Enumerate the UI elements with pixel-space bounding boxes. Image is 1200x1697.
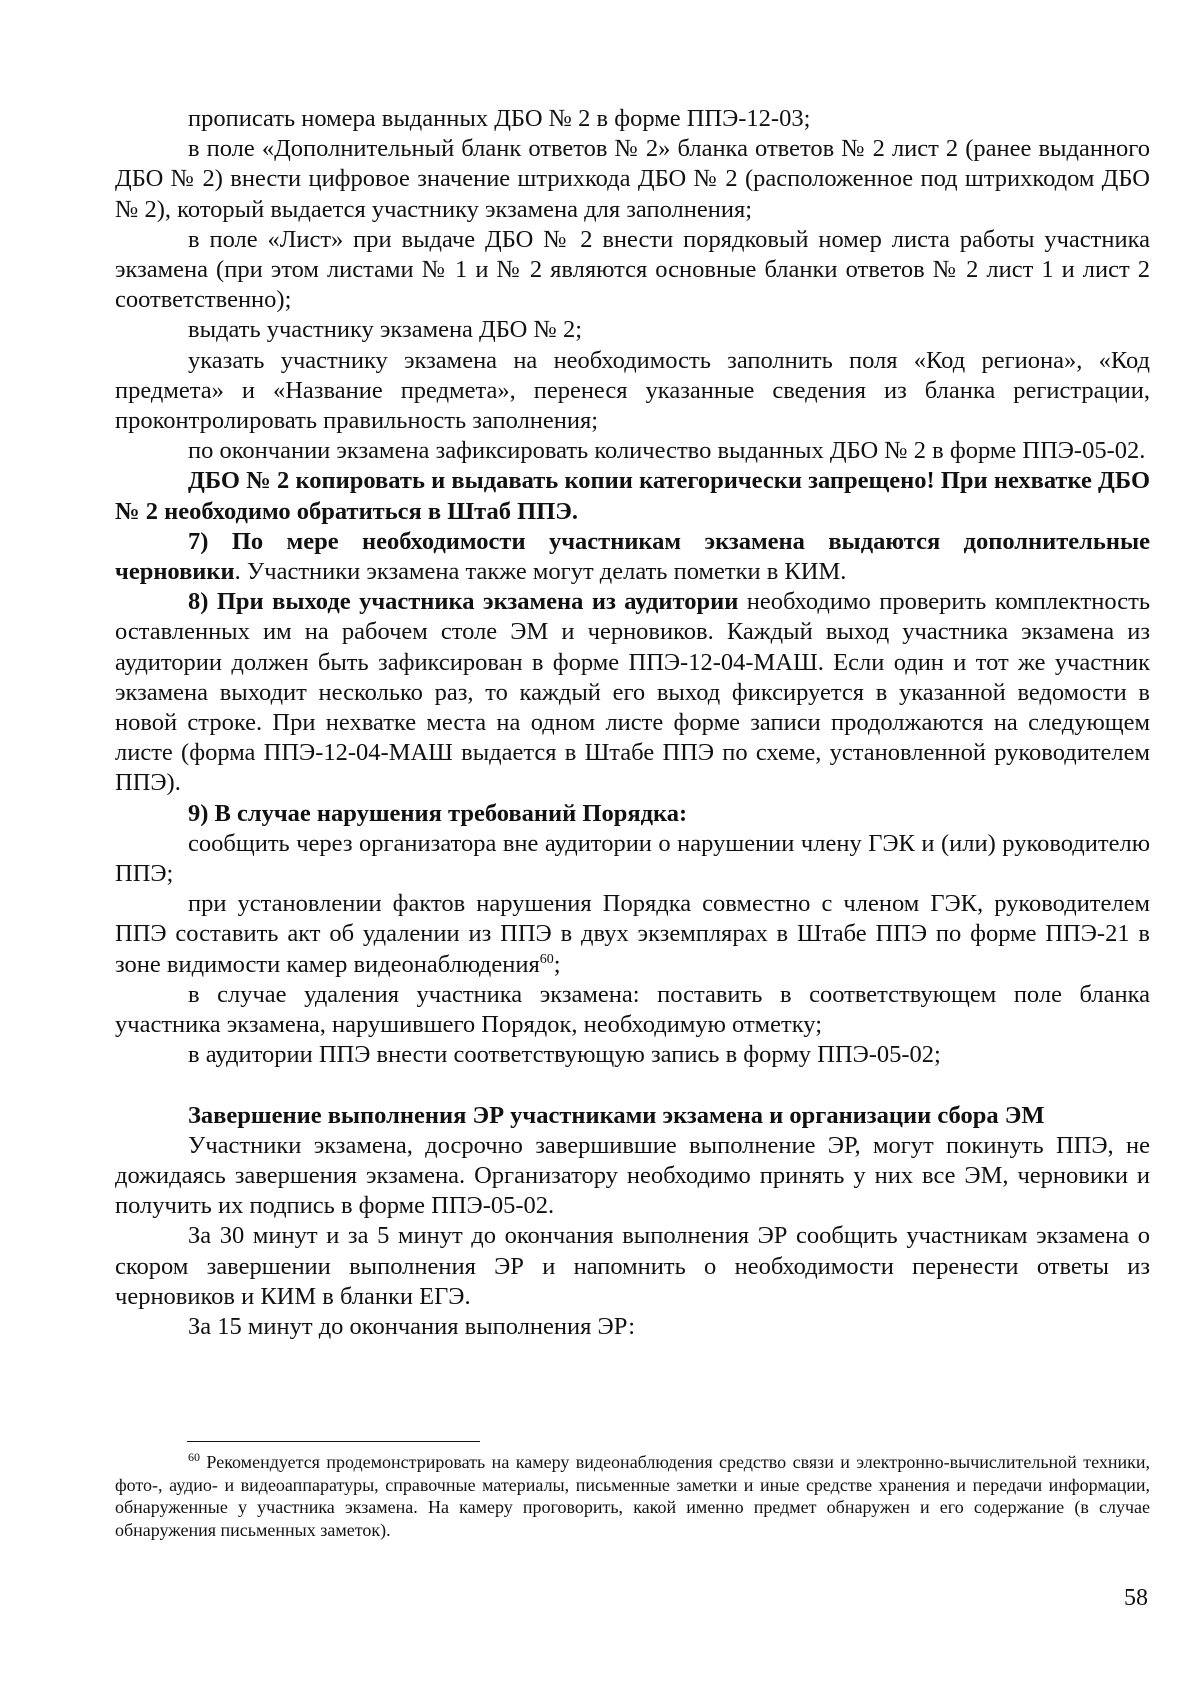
page-number: 58 xyxy=(1124,1585,1148,1611)
paragraph-end: ; xyxy=(553,950,561,978)
paragraph: в поле «Лист» при выдаче ДБО № 2 внести порядковый номер листа работы участника экзамена (при этом листами № 1 и № 2 являются основные бланки ответов № 2 лист 1 и лист 2 соответственно); xyxy=(115,225,1150,314)
footnote-number: 60 xyxy=(188,1450,200,1464)
item-7-title: 7) По мере необходимости участникам экзамена выдаются дополнительные черновики xyxy=(115,527,1150,586)
paragraph-text: при установлении фактов нарушения Порядка совместно с членом ГЭК, руководителем ППЭ составить акт об удалении из ППЭ в двух экземплярах в Штабе ППЭ по форме ППЭ-21 в зоне видимости камер видеонаблюдения xyxy=(115,890,1150,978)
item-7-text: . Участники экзамена также могут делать пометки в КИМ. xyxy=(234,558,847,586)
section-heading-text: Завершение выполнения ЭР участниками экзамена и организации сбора ЭМ xyxy=(188,1101,1045,1129)
footnote-text: Рекомендуется продемонстрировать на камеру видеонаблюдения средство связи и электронно-вычислительной техники, фото-, аудио- и видеоаппаратуры, справочные материалы, письменные заметки и иные средстве хранения и передачи информации, обнаруженные у участника экзамена. На камеру проговорить, какой именно предмет обнаружен и его содержание (в случае обнаружения письменных заметок). xyxy=(115,1452,1150,1540)
paragraph: в аудитории ППЭ внести соответствующую запись в форму ППЭ-05-02; xyxy=(188,1041,941,1069)
body-text xyxy=(115,104,1150,1342)
paragraph: выдать участнику экзамена ДБО № 2; xyxy=(188,316,583,344)
item-9-title: 9) В случае нарушения требований Порядка: xyxy=(188,799,688,827)
section-heading xyxy=(115,1101,1150,1131)
paragraph: За 30 минут и за 5 минут до окончания выполнения ЭР сообщить участникам экзамена о скором завершении выполнения ЭР и напомнить о необходимости перенести ответы из черновиков и КИМ в бланки ЕГЭ. xyxy=(115,1222,1150,1310)
paragraph xyxy=(115,527,1150,587)
paragraph: прописать номера выданных ДБО № 2 в форме ППЭ-12-03; xyxy=(188,105,811,132)
paragraph xyxy=(115,889,1150,980)
warning-paragraph xyxy=(115,466,1150,526)
paragraph: в поле «Дополнительный бланк ответов № 2» бланка ответов № 2 лист 2 (ранее выданного ДБО № 2) внести цифровое значение штрихкода ДБО № 2 (расположенное под штрихкодом ДБО № 2), который выдается участнику экзамена для заполнения; xyxy=(115,135,1150,223)
paragraph xyxy=(115,799,1150,829)
paragraph: сообщить через организатора вне аудитории о нарушении члену ГЭК и (или) руководителю ППЭ; xyxy=(115,829,1150,888)
item-8-title: 8) При выходе участника экзамена из аудитории xyxy=(188,588,739,616)
paragraph xyxy=(115,587,1150,798)
item-8-text: необходимо проверить комплектность оставленных им на рабочем столе ЭМ и черновиков. Каждый выход участника экзамена из аудитории должен быть зафиксирован в форме ППЭ-12-04-МАШ. Если один и тот же участник экзамена выходит несколько раз, то каждый его выход фиксируется в указанной ведомости в новой строке. При нехватке места на одном листе форме записи продолжаются на следующем листе (форма ППЭ-12-04-МАШ выдается в Штабе ППЭ по схеме, установленной руководителем ППЭ). xyxy=(115,588,1150,797)
paragraph: в случае удаления участника экзамена: поставить в соответствующем поле бланка участника экзамена, нарушившего Порядок, необходимую отметку; xyxy=(115,980,1150,1039)
paragraph: За 15 минут до окончания выполнения ЭР: xyxy=(188,1312,636,1340)
paragraph: Участники экзамена, досрочно завершившие выполнение ЭР, могут покинуть ППЭ, не дожидаясь завершения экзамена. Организатору необходимо принять у них все ЭМ, черновики и получить их подпись в форме ППЭ-05-02. xyxy=(115,1131,1150,1220)
paragraph: по окончании экзамена зафиксировать количество выданных ДБО № 2 в форме ППЭ-05-02. xyxy=(188,437,1146,465)
warning-text: ДБО № 2 копировать и выдавать копии категорически запрещено! При нехватке ДБО № 2 необходимо обратиться в Штаб ППЭ. xyxy=(115,467,1150,525)
footnote xyxy=(115,1451,1150,1541)
footnote-separator xyxy=(187,1441,480,1442)
paragraph: указать участнику экзамена на необходимость заполнить поля «Код региона», «Код предмета» и «Название предмета», перенеся указанные сведения из бланка регистрации, проконтролировать правильность заполнения; xyxy=(115,346,1150,435)
footnote-reference[interactable]: 60 xyxy=(539,951,554,967)
